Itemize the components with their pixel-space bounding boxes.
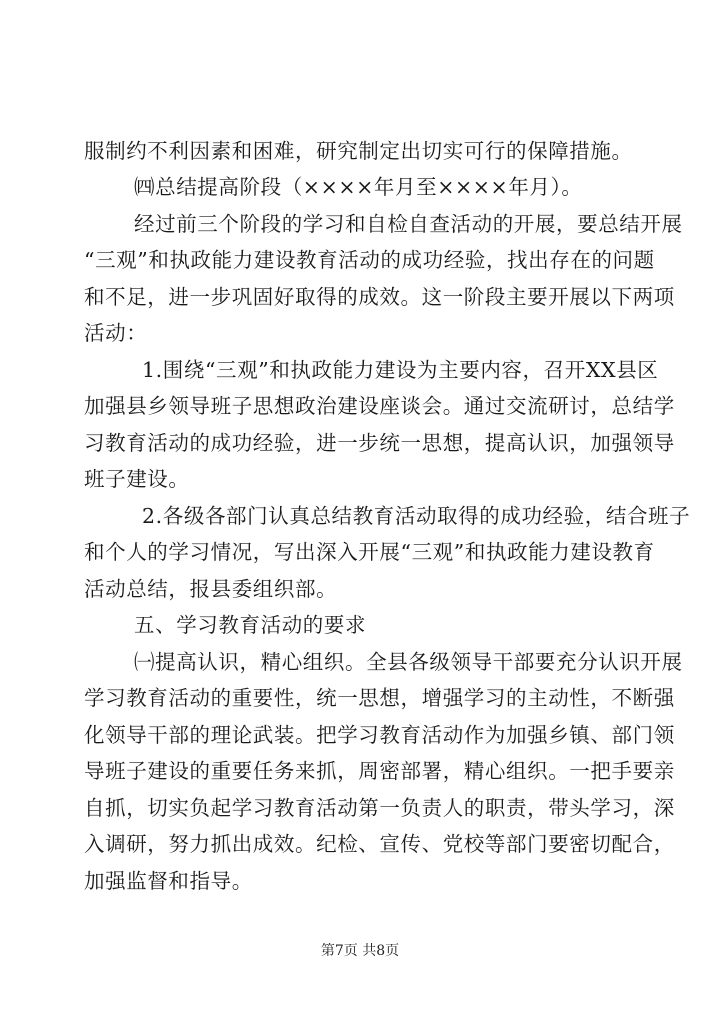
section-heading-requirements: 五、学习教育活动的要求 <box>134 613 367 637</box>
text-line-5: 和不足，进一步巩固好取得的成效。这一阶段主要开展以下两项 <box>84 285 675 309</box>
text-line-17: 化领导干部的理论武装。把学习教育活动作为加强乡镇、部门领 <box>84 723 675 747</box>
text-line-19: 自抓，切实负起学习教育活动第一负责人的职责，带头学习，深 <box>84 796 675 820</box>
text-line-21: 加强监督和指导。 <box>84 869 253 893</box>
text-line-20: 入调研，努力抓出成效。纪检、宣传、党校等部门要密切配合， <box>84 832 675 856</box>
section-heading-summary-stage: ㈣总结提高阶段（××××年月至××××年月）。 <box>134 175 583 199</box>
text-line-4: “三观”和执政能力建设教育活动的成功经验，找出存在的问题 <box>84 248 655 272</box>
list-item-2-line-1: 2.各级各部门认真总结教育活动取得的成功经验，结合班子 <box>142 504 691 528</box>
text-line-15: ㈠提高认识，精心组织。全县各级领导干部要充分认识开展 <box>134 650 683 674</box>
text-line-16: 学习教育活动的重要性，统一思想，增强学习的主动性，不断强 <box>84 686 675 710</box>
list-item-2-line-2: 和个人的学习情况，写出深入开展“三观”和执政能力建设教育 <box>84 540 655 564</box>
list-item-1-line-3: 习教育活动的成功经验，进一步统一思想，提高认识，加强领导 <box>84 431 675 455</box>
list-item-1-line-4: 班子建设。 <box>84 467 190 491</box>
page-number-footer: 第7页 共8页 <box>320 943 400 959</box>
text-line-6: 活动： <box>84 321 148 345</box>
text-line-1: 服制约不利因素和困难，研究制定出切实可行的保障措施。 <box>84 139 633 163</box>
text-line-3: 经过前三个阶段的学习和自检自查活动的开展，要总结开展 <box>134 212 683 236</box>
text-line-18: 导班子建设的重要任务来抓，周密部署，精心组织。一把手要亲 <box>84 759 675 783</box>
list-item-1-line-1: 1.围绕“三观”和执政能力建设为主要内容，召开XX县区 <box>142 358 659 382</box>
list-item-1-line-2: 加强县乡领导班子思想政治建设座谈会。通过交流研讨，总结学 <box>84 394 675 418</box>
list-item-2-line-3: 活动总结，报县委组织部。 <box>84 577 338 601</box>
